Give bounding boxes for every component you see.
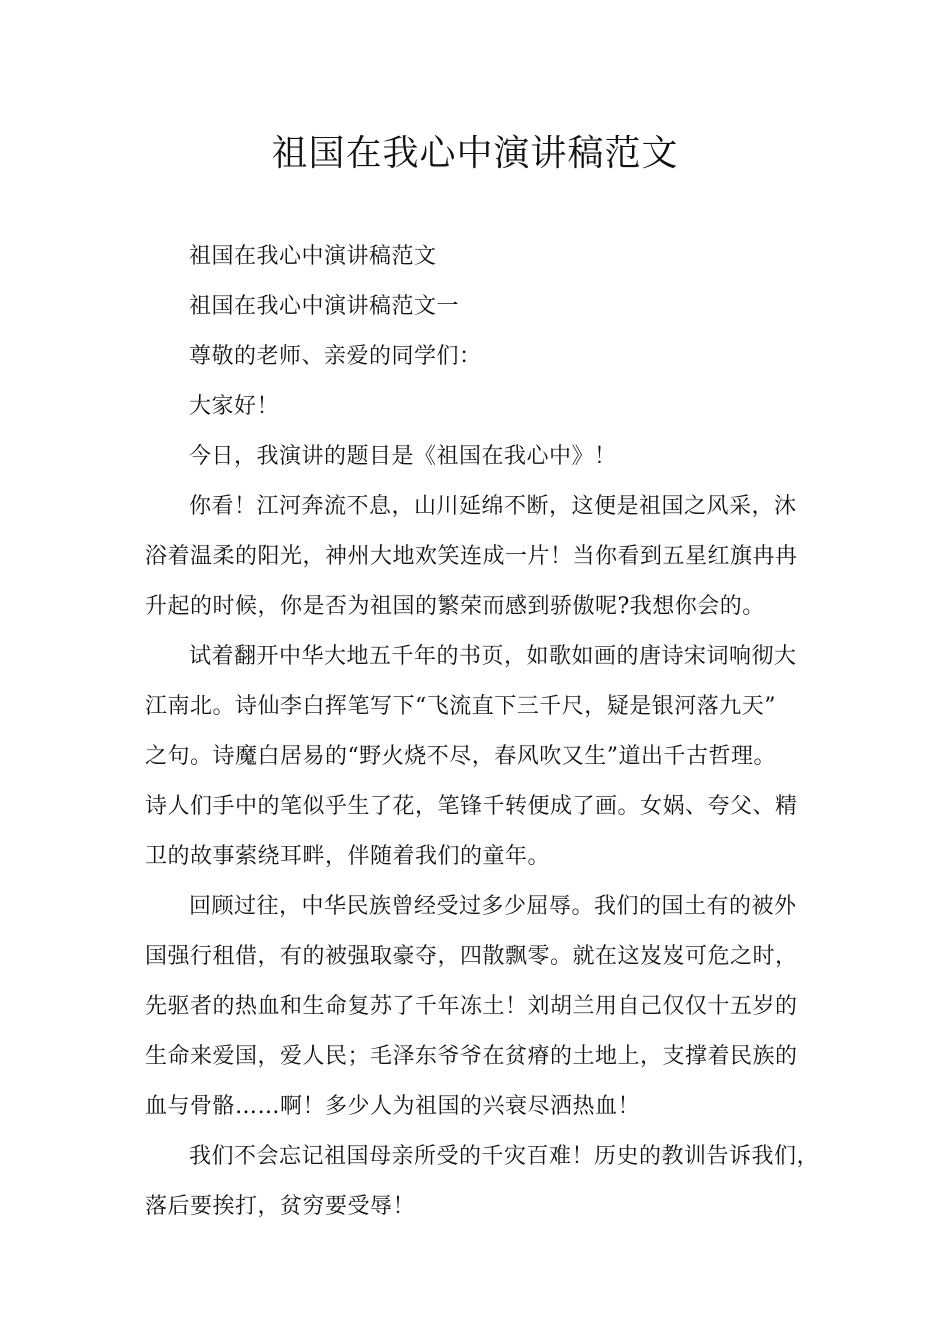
paragraph-line: 升起的时候，你是否为祖国的繁荣而感到骄傲呢?我想你会的。: [145, 594, 765, 619]
paragraph-line: 祖国在我心中演讲稿范文: [189, 244, 437, 269]
paragraph-line: 国强行租借，有的被强取豪夺，四散飘零。就在这岌岌可危之时，: [145, 944, 798, 969]
paragraph: [145, 232, 825, 282]
paragraph-line: 今日，我演讲的题目是《祖国在我心中》！: [189, 444, 617, 469]
paragraph-line: 先驱者的热血和生命复苏了千年冻土！刘胡兰用自己仅仅十五岁的: [145, 994, 798, 1019]
paragraph-line: 你看！江河奔流不息，山川延绵不断，这便是祖国之风采，沐: [189, 494, 797, 519]
paragraph: [145, 382, 825, 432]
document-body: [145, 232, 825, 1232]
paragraph: [145, 882, 825, 1132]
paragraph: [145, 332, 825, 382]
paragraph-line: 血与骨骼……啊！多少人为祖国的兴衰尽洒热血！: [145, 1094, 641, 1119]
paragraph-line: 诗人们手中的笔似乎生了花，笔锋千转便成了画。女娲、夸父、精: [145, 794, 798, 819]
document-title: 祖国在我心中演讲稿范文: [271, 133, 679, 174]
paragraph-line: 尊敬的老师、亲爱的同学们：: [189, 344, 482, 369]
paragraph: [145, 1132, 825, 1232]
paragraph-line: 试着翻开中华大地五千年的书页，如歌如画的唐诗宋词响彻大: [189, 644, 797, 669]
paragraph-line: 祖国在我心中演讲稿范文一: [189, 294, 460, 319]
paragraph-line: 我们不会忘记祖国母亲所受的千灾百难！历史的教训告诉我们，: [189, 1144, 820, 1169]
paragraph-line: 之句。诗魔白居易的“野火烧不尽，春风吹又生”道出千古哲理。: [145, 744, 776, 769]
paragraph: [145, 632, 825, 882]
paragraph: [145, 282, 825, 332]
paragraph-line: 回顾过往，中华民族曾经受过多少屈辱。我们的国土有的被外: [189, 894, 797, 919]
paragraph-line: 落后要挨打，贫穷要受辱！: [145, 1194, 416, 1219]
paragraph: [145, 482, 825, 632]
paragraph-line: 卫的故事萦绕耳畔，伴随着我们的童年。: [145, 844, 551, 869]
paragraph: [145, 432, 825, 482]
paragraph-line: 浴着温柔的阳光，神州大地欢笑连成一片！当你看到五星红旗冉冉: [145, 544, 798, 569]
paragraph-line: 大家好！: [189, 394, 280, 419]
paragraph-line: 生命来爱国，爱人民；毛泽东爷爷在贫瘠的土地上，支撑着民族的: [145, 1044, 798, 1069]
paragraph-line: 江南北。诗仙李白挥笔写下“飞流直下三千尺，疑是银河落九天”: [145, 694, 776, 719]
